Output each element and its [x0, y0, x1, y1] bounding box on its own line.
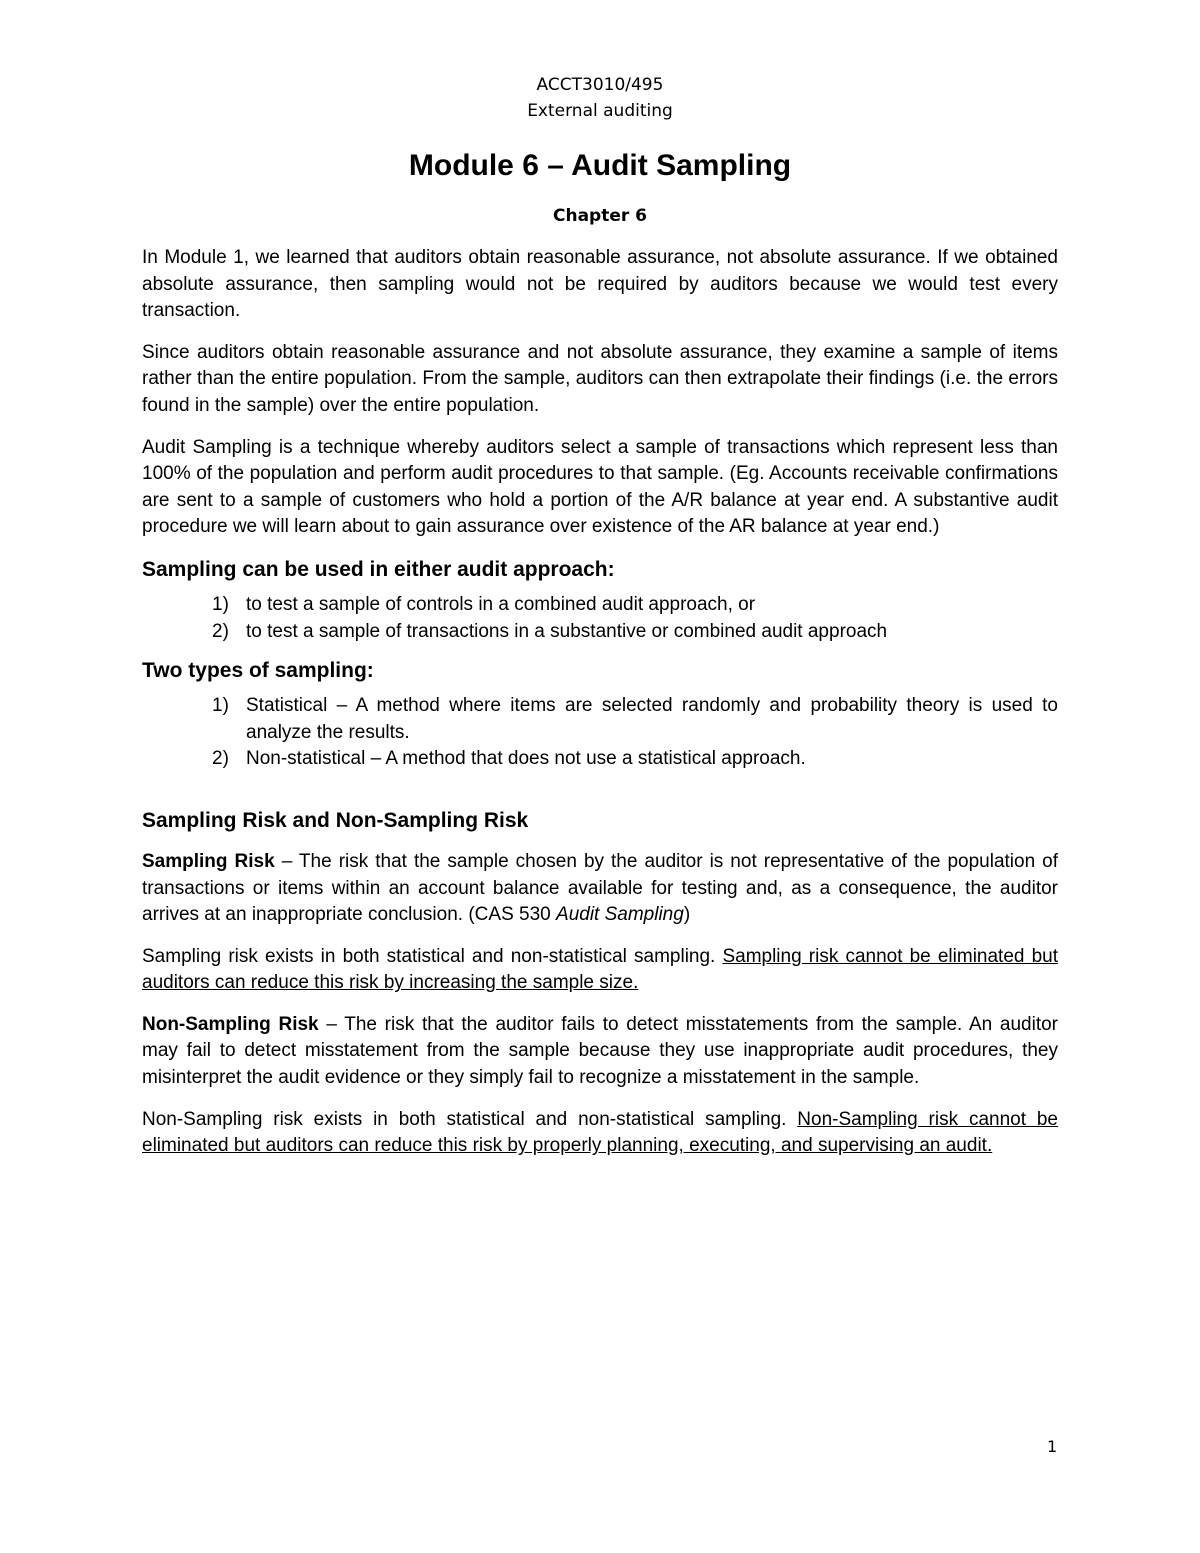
list-item — [142, 693, 1058, 746]
sampling-exists-text: Sampling risk exists in both statistical and non-statistical sampling. — [142, 945, 723, 967]
chapter-label: Chapter 6 — [552, 206, 647, 226]
risk-heading: Sampling Risk and Non-Sampling Risk — [142, 808, 529, 832]
page-number: 1 — [1047, 1437, 1058, 1456]
approach-list — [142, 592, 1058, 645]
document-body — [142, 245, 1058, 1175]
sampling-risk-definition — [142, 849, 1058, 929]
types-heading: Two types of sampling: — [142, 659, 374, 683]
nonsampling-exists-underlined: Non-Sampling risk cannot be eliminated but auditors can reduce this risk by properly planning, executing, and supervising an audit. — [142, 1108, 1058, 1157]
course-code: ACCT3010/495 — [536, 75, 664, 95]
sampling-risk-exists — [142, 944, 1058, 997]
intro-paragraph-1: In Module 1, we learned that auditors obtain reasonable assurance, not absolute assurance. If we obtained absolute assurance, then sampling would not be required by auditors because we would test every transaction. — [142, 247, 1058, 322]
sampling-risk-text: – The risk that the sample chosen by the auditor is not representative of the population of transactions or items within an account balance available for testing and, as a consequence, the auditor arrives at an inappropriate conclusion. (CAS 530 — [142, 850, 1059, 926]
list-item — [142, 746, 1058, 773]
nonsampling-risk-definition — [142, 1012, 1058, 1092]
sampling-risk-close: ) — [683, 904, 691, 926]
course-name: External auditing — [527, 101, 673, 121]
types-list — [142, 693, 1058, 773]
list-text: Non-statistical – A method that does not use a statistical approach. — [246, 748, 806, 770]
list-number: 1) — [212, 695, 229, 717]
intro-paragraph-2: Since auditors obtain reasonable assurance and not absolute assurance, they examine a sample of items rather than the entire population. From the sample, auditors can then extrapolate their findings (i.e. the errors found in the sample) over the entire population. — [142, 341, 1058, 416]
list-item — [142, 619, 1058, 646]
list-item — [142, 592, 1058, 619]
sampling-risk-term: Sampling Risk — [142, 850, 275, 872]
nonsampling-risk-text: – The risk that the auditor fails to detect misstatements from the sample. An auditor may fail to detect misstatement from the sample because they use inappropriate audit procedures, they misinterpret the audit evidence or they simply fail to recognize a misstatement in the sample. — [142, 1013, 1058, 1089]
sampling-exists-underlined: Sampling risk cannot be eliminated but auditors can reduce this risk by increasing the sample size. — [142, 945, 1058, 994]
list-number: 1) — [212, 593, 229, 615]
nonsampling-risk-term: Non-Sampling Risk — [142, 1013, 319, 1035]
nonsampling-risk-exists — [142, 1107, 1058, 1160]
list-text: Statistical – A method where items are selected randomly and probability theory is used to analyze the results. — [246, 695, 1058, 743]
document-page — [142, 0, 1058, 1553]
list-text: to test a sample of transactions in a substantive or combined audit approach — [246, 620, 888, 642]
list-number: 2) — [212, 748, 229, 770]
sampling-risk-citation: Audit Sampling — [556, 904, 684, 926]
list-number: 2) — [212, 620, 229, 642]
page-title: Module 6 – Audit Sampling — [408, 149, 792, 182]
intro-paragraph-3: Audit Sampling is a technique whereby auditors select a sample of transactions which represent less than 100% of the population and perform audit procedures to that sample. (Eg. Accounts receivable confirmations are sent to a sample of customers who hold a portion of the A/R balance at year end. A substantive audit procedure we will learn about to gain assurance over existence of the AR balance at year end.) — [142, 436, 1058, 538]
list-text: to test a sample of controls in a combined audit approach, or — [246, 593, 756, 615]
nonsampling-exists-text: Non-Sampling risk exists in both statistical and non-statistical sampling. — [142, 1108, 798, 1130]
approach-heading: Sampling can be used in either audit approach: — [142, 557, 615, 581]
